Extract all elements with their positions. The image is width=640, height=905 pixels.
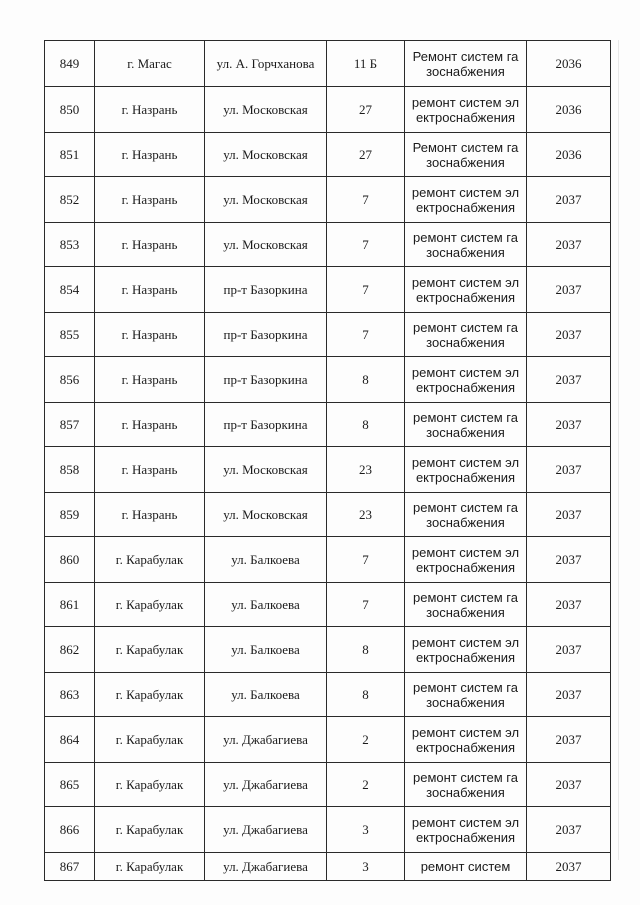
table-row [45, 223, 611, 267]
year-cell: 2037 [527, 717, 611, 763]
year-cell: 2037 [527, 313, 611, 357]
city-cell: г. Назрань [95, 357, 205, 403]
year-cell: 2037 [527, 357, 611, 403]
work-type-cell [405, 223, 527, 267]
house-number-cell: 27 [327, 133, 405, 177]
city-cell: г. Назрань [95, 87, 205, 133]
table-row [45, 537, 611, 583]
row-number: 862 [45, 627, 95, 673]
row-number: 859 [45, 493, 95, 537]
street-cell: ул. Балкоева [205, 583, 327, 627]
table-row [45, 717, 611, 763]
city-cell: г. Назрань [95, 267, 205, 313]
table-row [45, 763, 611, 807]
scan-edge-line [618, 40, 619, 860]
work-type-cell [405, 583, 527, 627]
row-number: 863 [45, 673, 95, 717]
house-number-cell: 8 [327, 403, 405, 447]
work-type-text: Ремонт систем газоснабжения [412, 48, 519, 79]
work-type-text: ремонт систем электроснабжения [411, 634, 520, 665]
work-type-cell [405, 267, 527, 313]
house-number-cell: 8 [327, 627, 405, 673]
house-number-cell: 7 [327, 267, 405, 313]
street-cell: ул. Балкоева [205, 627, 327, 673]
city-cell: г. Назрань [95, 493, 205, 537]
house-number-cell: 7 [327, 177, 405, 223]
table-row [45, 133, 611, 177]
work-type-text: ремонт систем газоснабжения [413, 769, 518, 800]
city-cell: г. Назрань [95, 447, 205, 493]
work-type-text: ремонт систем газоснабжения [413, 499, 518, 530]
table-row [45, 267, 611, 313]
work-type-cell [405, 763, 527, 807]
city-cell: г. Карабулак [95, 673, 205, 717]
city-cell: г. Назрань [95, 223, 205, 267]
city-cell: г. Назрань [95, 313, 205, 357]
city-cell: г. Карабулак [95, 807, 205, 853]
row-number: 853 [45, 223, 95, 267]
work-type-cell [405, 717, 527, 763]
table-row [45, 493, 611, 537]
work-type-text: ремонт систем газоснабжения [413, 409, 518, 440]
city-cell: г. Карабулак [95, 853, 205, 881]
work-type-cell [405, 627, 527, 673]
table-row [45, 403, 611, 447]
table-row [45, 177, 611, 223]
year-cell: 2036 [527, 41, 611, 87]
work-type-cell [405, 493, 527, 537]
work-type-text: ремонт систем газоснабжения [413, 589, 518, 620]
row-number: 865 [45, 763, 95, 807]
house-number-cell: 2 [327, 717, 405, 763]
street-cell: ул. Джабагиева [205, 807, 327, 853]
row-number: 855 [45, 313, 95, 357]
city-cell: г. Карабулак [95, 583, 205, 627]
city-cell: г. Назрань [95, 133, 205, 177]
work-type-text: ремонт систем газоснабжения [413, 319, 518, 350]
house-number-cell: 27 [327, 87, 405, 133]
work-type-cell [405, 447, 527, 493]
table-row [45, 853, 611, 881]
work-type-text: ремонт систем электроснабжения [411, 454, 520, 485]
work-type-cell [405, 87, 527, 133]
work-type-cell [405, 537, 527, 583]
work-type-text: ремонт систем газоснабжения [413, 229, 518, 260]
work-type-cell [405, 853, 527, 881]
house-number-cell: 3 [327, 853, 405, 881]
work-type-text: ремонт систем электроснабжения [411, 724, 520, 755]
house-number-cell: 3 [327, 807, 405, 853]
work-type-text: ремонт систем электроснабжения [411, 94, 520, 125]
work-type-cell [405, 133, 527, 177]
house-number-cell: 7 [327, 537, 405, 583]
street-cell: ул. Балкоева [205, 673, 327, 717]
row-number: 864 [45, 717, 95, 763]
table-body [45, 41, 611, 881]
work-type-cell [405, 357, 527, 403]
year-cell: 2037 [527, 403, 611, 447]
row-number: 866 [45, 807, 95, 853]
house-number-cell: 2 [327, 763, 405, 807]
work-type-text: ремонт систем электроснабжения [411, 544, 520, 575]
table-row [45, 447, 611, 493]
street-cell: ул. Московская [205, 87, 327, 133]
street-cell: ул. Московская [205, 177, 327, 223]
table-row [45, 583, 611, 627]
row-number: 854 [45, 267, 95, 313]
city-cell: г. Карабулак [95, 537, 205, 583]
work-type-cell [405, 41, 527, 87]
year-cell: 2037 [527, 763, 611, 807]
house-number-cell: 7 [327, 223, 405, 267]
city-cell: г. Магас [95, 41, 205, 87]
year-cell: 2036 [527, 87, 611, 133]
work-type-text: ремонт систем электроснабжения [411, 814, 520, 845]
street-cell: пр-т Базоркина [205, 357, 327, 403]
work-type-text: ремонт систем газоснабжения [413, 679, 518, 710]
street-cell: пр-т Базоркина [205, 267, 327, 313]
city-cell: г. Назрань [95, 177, 205, 223]
repair-schedule-table [44, 40, 611, 881]
table-row [45, 313, 611, 357]
row-number: 856 [45, 357, 95, 403]
row-number: 851 [45, 133, 95, 177]
work-type-text: ремонт систем электроснабжения [411, 274, 520, 305]
table-row [45, 673, 611, 717]
year-cell: 2037 [527, 673, 611, 717]
street-cell: пр-т Базоркина [205, 403, 327, 447]
house-number-cell: 11 Б [327, 41, 405, 87]
year-cell: 2037 [527, 537, 611, 583]
year-cell: 2036 [527, 133, 611, 177]
street-cell: ул. Балкоева [205, 537, 327, 583]
house-number-cell: 23 [327, 493, 405, 537]
city-cell: г. Карабулак [95, 627, 205, 673]
row-number: 849 [45, 41, 95, 87]
street-cell: ул. Московская [205, 133, 327, 177]
street-cell: ул. А. Горчханова [205, 41, 327, 87]
house-number-cell: 7 [327, 583, 405, 627]
house-number-cell: 8 [327, 357, 405, 403]
work-type-cell [405, 313, 527, 357]
street-cell: ул. Московская [205, 493, 327, 537]
street-cell: ул. Джабагиева [205, 763, 327, 807]
city-cell: г. Карабулак [95, 717, 205, 763]
work-type-cell [405, 807, 527, 853]
year-cell: 2037 [527, 223, 611, 267]
row-number: 858 [45, 447, 95, 493]
table-row [45, 41, 611, 87]
year-cell: 2037 [527, 267, 611, 313]
street-cell: ул. Московская [205, 447, 327, 493]
work-type-cell [405, 673, 527, 717]
row-number: 852 [45, 177, 95, 223]
table-row [45, 87, 611, 133]
year-cell: 2037 [527, 177, 611, 223]
year-cell: 2037 [527, 807, 611, 853]
work-type-text: ремонт систем [420, 859, 511, 874]
year-cell: 2037 [527, 493, 611, 537]
work-type-cell [405, 177, 527, 223]
row-number: 861 [45, 583, 95, 627]
row-number: 860 [45, 537, 95, 583]
street-cell: ул. Московская [205, 223, 327, 267]
work-type-cell [405, 403, 527, 447]
work-type-text: ремонт систем электроснабжения [411, 364, 520, 395]
house-number-cell: 23 [327, 447, 405, 493]
row-number: 857 [45, 403, 95, 447]
work-type-text: ремонт систем электроснабжения [411, 184, 520, 215]
year-cell: 2037 [527, 627, 611, 673]
street-cell: ул. Джабагиева [205, 853, 327, 881]
work-type-text: Ремонт систем газоснабжения [412, 139, 519, 170]
table-row [45, 627, 611, 673]
year-cell: 2037 [527, 447, 611, 493]
street-cell: пр-т Базоркина [205, 313, 327, 357]
row-number: 850 [45, 87, 95, 133]
table-row [45, 357, 611, 403]
row-number: 867 [45, 853, 95, 881]
street-cell: ул. Джабагиева [205, 717, 327, 763]
house-number-cell: 8 [327, 673, 405, 717]
city-cell: г. Карабулак [95, 763, 205, 807]
year-cell: 2037 [527, 583, 611, 627]
year-cell: 2037 [527, 853, 611, 881]
house-number-cell: 7 [327, 313, 405, 357]
table-row [45, 807, 611, 853]
city-cell: г. Назрань [95, 403, 205, 447]
